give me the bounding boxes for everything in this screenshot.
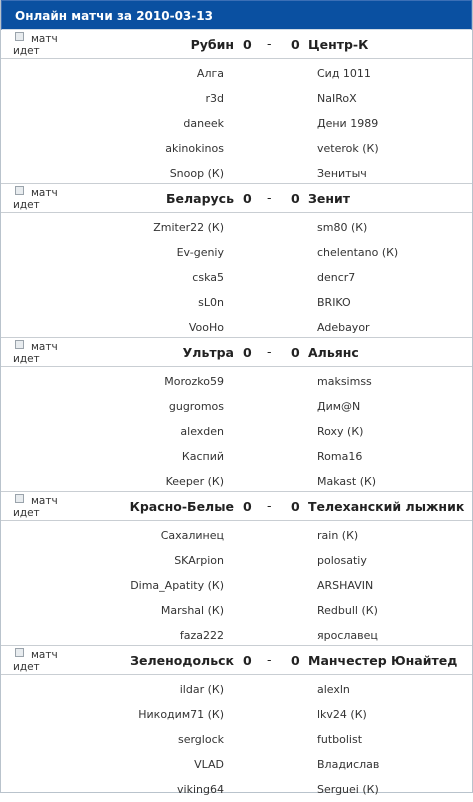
score-line [1,37,472,53]
player-row [1,573,472,598]
home-player[interactable]: alexden [180,425,224,438]
home-player[interactable]: Snoop (К) [169,167,224,180]
away-player[interactable]: chelentano (К) [317,246,399,259]
player-row [1,523,472,548]
divider [1,520,472,521]
score-separator: - [267,36,272,51]
home-player[interactable]: Ev-geniy [176,246,224,259]
away-player[interactable]: Adebayor [317,321,370,334]
matches-list [1,30,472,799]
player-row [1,419,472,444]
away-score: 0 [291,37,300,52]
divider [1,366,472,367]
status-line2: идет [13,661,40,673]
player-row [1,777,472,802]
score-separator: - [267,190,272,205]
home-score: 0 [243,499,252,514]
away-player[interactable]: ярославец [317,629,378,642]
home-player[interactable]: Zmiter22 (К) [153,221,224,234]
home-player[interactable]: Morozko59 [164,375,224,388]
player-row [1,677,472,702]
player-row [1,215,472,240]
away-player[interactable]: sm80 (К) [317,221,368,234]
home-team[interactable]: Красно-Белые [129,499,234,514]
player-row [1,548,472,573]
match-block [1,183,472,337]
away-player[interactable]: rain (К) [317,529,359,542]
status-line1: матч [31,187,58,199]
status-line1: матч [31,341,58,353]
away-team[interactable]: Телеханский лыжник [308,499,465,514]
home-player[interactable]: Никодим71 (К) [138,708,224,721]
divider [1,58,472,59]
home-player[interactable]: serglock [177,733,224,746]
status-line2: идет [13,507,40,519]
status-line1: матч [31,649,58,661]
panel-title: Онлайн матчи за 2010-03-13 [1,0,472,30]
away-player[interactable]: Makast (К) [317,475,377,488]
player-row [1,752,472,777]
player-row [1,111,472,136]
home-player[interactable]: VLAD [194,758,224,771]
away-player[interactable]: lkv24 (К) [317,708,367,721]
home-team[interactable]: Зеленодольск [130,653,234,668]
score-separator: - [267,498,272,513]
away-player[interactable]: Владислав [317,758,380,771]
home-player[interactable]: Алга [196,67,224,80]
player-row [1,369,472,394]
home-player[interactable]: gugromos [168,400,224,413]
home-player[interactable]: viking64 [177,783,224,796]
away-player[interactable]: Зенитыч [317,167,367,180]
player-row [1,394,472,419]
home-player[interactable]: Keeper (К) [165,475,224,488]
home-player[interactable]: Dima_Apatity (К) [130,579,224,592]
home-player[interactable]: cska5 [192,271,224,284]
away-player[interactable]: Дим@N [317,400,361,413]
away-player[interactable]: Roma16 [317,450,363,463]
away-player[interactable]: BRIKO [317,296,351,309]
player-row [1,290,472,315]
away-team[interactable]: Манчестер Юнайтед [308,653,458,668]
home-score: 0 [243,345,252,360]
away-score: 0 [291,653,300,668]
home-player[interactable]: sL0n [198,296,224,309]
home-player[interactable]: daneek [183,117,224,130]
player-row [1,727,472,752]
status-line2: идет [13,353,40,365]
away-player[interactable]: Serguei (К) [317,783,379,796]
away-score: 0 [291,499,300,514]
home-player[interactable]: akinokinos [165,142,224,155]
player-row [1,86,472,111]
away-player[interactable]: futbolist [317,733,363,746]
home-score: 0 [243,653,252,668]
match-block [1,491,472,645]
score-separator: - [267,652,272,667]
player-row [1,265,472,290]
player-row [1,136,472,161]
divider [1,212,472,213]
away-player[interactable]: Redbull (К) [317,604,378,617]
home-score: 0 [243,191,252,206]
match-block [1,645,472,799]
players-list [1,215,472,340]
away-player[interactable]: Дени 1989 [317,117,379,130]
away-player[interactable]: maksimss [317,375,372,388]
status-line1: матч [31,495,58,507]
home-player[interactable]: VooHo [188,321,224,334]
away-team[interactable]: Центр-К [308,37,369,52]
score-line [1,653,472,669]
home-team[interactable]: Рубин [190,37,234,52]
players-list [1,677,472,802]
score-line [1,345,472,361]
away-team[interactable]: Зенит [308,191,350,206]
away-player[interactable]: veterok (К) [317,142,379,155]
away-score: 0 [291,345,300,360]
away-player[interactable]: dencr7 [317,271,356,284]
player-row [1,702,472,727]
match-block [1,30,472,183]
player-row [1,61,472,86]
away-player[interactable]: Сид 1011 [317,67,371,80]
match-block [1,337,472,491]
away-player[interactable]: polosatiy [317,554,367,567]
away-score: 0 [291,191,300,206]
player-row [1,598,472,623]
home-player[interactable]: Каспий [181,450,224,463]
score-separator: - [267,344,272,359]
away-player[interactable]: ARSHAVIN [317,579,374,592]
home-team[interactable]: Ультра [182,345,234,360]
home-player[interactable]: faza222 [179,629,224,642]
players-list [1,369,472,494]
score-line [1,191,472,207]
home-score: 0 [243,37,252,52]
away-team[interactable]: Альянс [308,345,359,360]
away-player[interactable]: NaIRoX [317,92,357,105]
status-line2: идет [13,45,40,57]
home-player[interactable]: Сахалинец [160,529,224,542]
home-player[interactable]: ildar (К) [179,683,224,696]
score-line [1,499,472,515]
home-player[interactable]: SKArpion [174,554,224,567]
status-line2: идет [13,199,40,211]
home-player[interactable]: r3d [205,92,224,105]
players-list [1,61,472,186]
player-row [1,240,472,265]
divider [1,674,472,675]
players-list [1,523,472,648]
player-row [1,444,472,469]
status-line1: матч [31,33,58,45]
home-team[interactable]: Беларусь [165,191,234,206]
away-player[interactable]: Roxy (К) [317,425,364,438]
home-player[interactable]: Marshal (К) [160,604,224,617]
away-player[interactable]: alexln [317,683,350,696]
